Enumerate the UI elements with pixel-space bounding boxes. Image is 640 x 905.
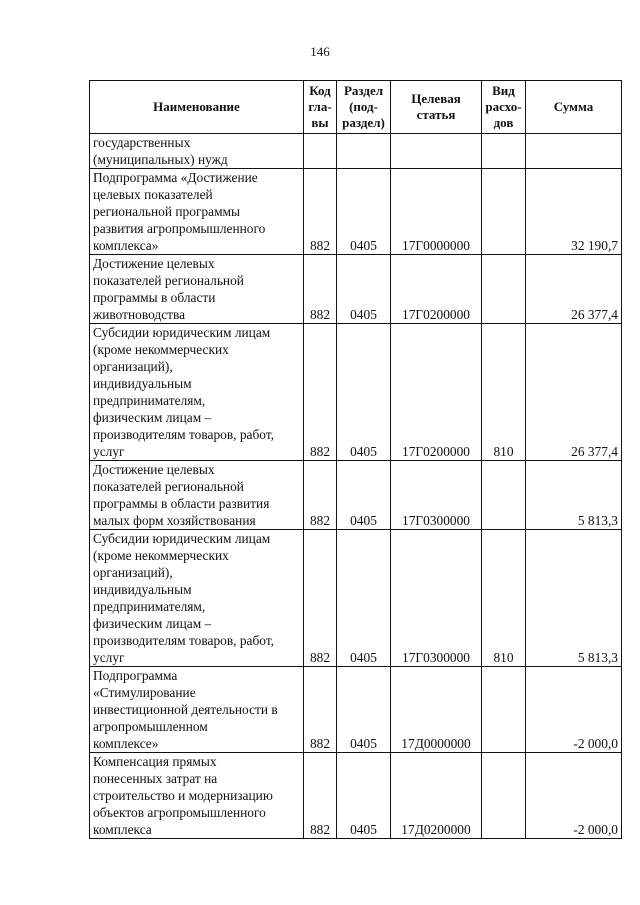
row-target-article: 17Г0300000 [391,530,482,667]
row-chapter-code: 882 [304,169,337,255]
row-name: государственных (муниципальных) нужд [90,134,304,169]
row-target-article: 17Г0000000 [391,169,482,255]
row-section-code: 0405 [337,324,391,461]
row-name: Подпрограмма «Стимулирование инвестиционной деятельности в агропромышленном комплексе» [90,667,304,753]
row-section-code: 0405 [337,530,391,667]
row-target-article: 17Г0200000 [391,255,482,324]
row-sum: 26 377,4 [526,324,622,461]
row-sum: 5 813,3 [526,461,622,530]
table-row [90,667,622,753]
row-sum: -2 000,0 [526,753,622,839]
row-target-article: 17Д0000000 [391,667,482,753]
table-row [90,255,622,324]
row-expense-type [482,134,526,169]
row-name: Достижение целевых показателей региональной программы в области развития малых форм хозяйствования [90,461,304,530]
row-chapter-code [304,134,337,169]
row-expense-type [482,667,526,753]
row-chapter-code: 882 [304,461,337,530]
row-chapter-code: 882 [304,667,337,753]
row-expense-type: 810 [482,530,526,667]
header-chapter-code: Код гла- вы [304,81,337,134]
row-expense-type [482,461,526,530]
header-section: Раздел (под- раздел) [337,81,391,134]
header-name: Наименование [90,81,304,134]
row-target-article: 17Д0200000 [391,753,482,839]
table-body [90,134,622,839]
row-sum: 5 813,3 [526,530,622,667]
row-section-code: 0405 [337,169,391,255]
row-section-code: 0405 [337,667,391,753]
header-expense-type: Вид расхо- дов [482,81,526,134]
row-target-article: 17Г0300000 [391,461,482,530]
row-section-code [337,134,391,169]
row-section-code: 0405 [337,753,391,839]
row-target-article: 17Г0200000 [391,324,482,461]
table-row [90,461,622,530]
row-name: Компенсация прямых понесенных затрат на строительство и модернизацию объектов агропромышленного комплекса [90,753,304,839]
row-section-code: 0405 [337,461,391,530]
row-expense-type: 810 [482,324,526,461]
row-chapter-code: 882 [304,530,337,667]
row-expense-type [482,169,526,255]
table-row [90,753,622,839]
table-header-row [90,81,622,134]
row-name: Подпрограмма «Достижение целевых показателей региональной программы развития агропромышленного комплекса» [90,169,304,255]
row-expense-type [482,255,526,324]
row-name: Субсидии юридическим лицам (кроме некоммерческих организаций), индивидуальным предпринимателям, физическим лицам – производителям товаров, работ, услуг [90,324,304,461]
row-chapter-code: 882 [304,753,337,839]
row-sum: -2 000,0 [526,667,622,753]
row-section-code: 0405 [337,255,391,324]
page-number: 146 [310,44,330,59]
table-row [90,530,622,667]
row-sum [526,134,622,169]
header-target-article: Целевая статья [391,81,482,134]
budget-table [89,80,622,839]
row-name: Субсидии юридическим лицам (кроме некоммерческих организаций), индивидуальным предпринимателям, физическим лицам – производителям товаров, работ, услуг [90,530,304,667]
table-row [90,169,622,255]
row-name: Достижение целевых показателей региональной программы в области животноводства [90,255,304,324]
row-target-article [391,134,482,169]
row-chapter-code: 882 [304,324,337,461]
row-sum: 32 190,7 [526,169,622,255]
table-row [90,324,622,461]
row-sum: 26 377,4 [526,255,622,324]
row-expense-type [482,753,526,839]
row-chapter-code: 882 [304,255,337,324]
table-row [90,134,622,169]
header-sum: Сумма [526,81,622,134]
